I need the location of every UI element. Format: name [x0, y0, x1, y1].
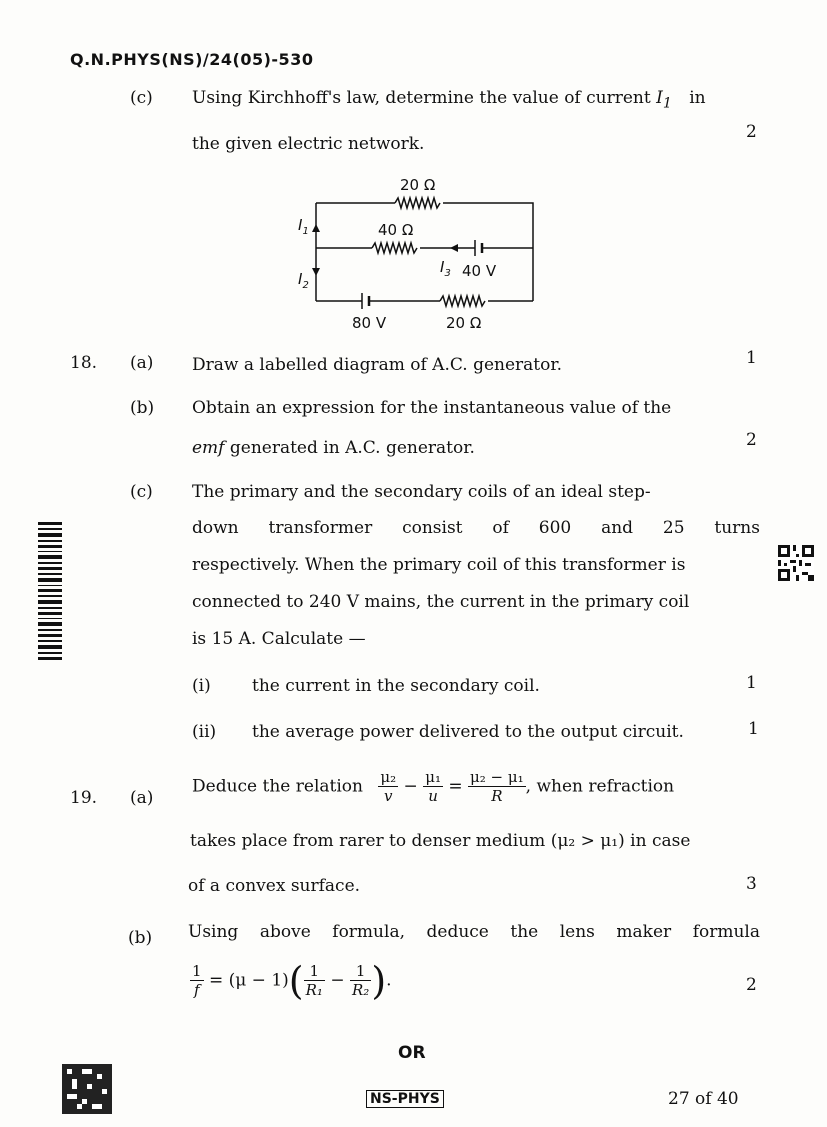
- label-r-bottom: 20 Ω: [446, 314, 482, 332]
- q17c-marks: 2: [746, 122, 757, 142]
- resistor-mid: [372, 243, 417, 253]
- qr-code-icon: [778, 545, 814, 581]
- lens-maker-formula: $\frac{1}{f}$ = (μ − 1)( $\frac{1}{\text{R₁}}$ − $\frac{1}{\text{R₂}}$ ).: [192, 959, 392, 1003]
- q19b-label: (b): [128, 928, 153, 948]
- footer-code: NS-PHYS: [366, 1090, 444, 1108]
- q17c-line2: the given electric network.: [192, 134, 425, 154]
- q18c-line1: The primary and the secondary coils of an ideal step-: [192, 482, 651, 502]
- q18c-line2: down transformer consist of 600 and 25 turns: [192, 518, 760, 538]
- label-i2: $I_2$: [298, 270, 309, 291]
- page-number: 27 of 40: [668, 1089, 739, 1109]
- q17c-line1: Using Kirchhoff's law, determine the value of current $I_1$ in: [192, 88, 706, 112]
- q17c-label: (c): [130, 88, 153, 108]
- arrow-down-icon: [312, 268, 320, 276]
- q18c-line5: is 15 A. Calculate —: [192, 629, 366, 649]
- resistor-bottom: [440, 296, 485, 306]
- q19a-relation: Deduce the relation $\frac{\text{μ₂}}{v}$ − $\frac{\text{μ₁}}{u}$ = $\frac{\text{μ₂ − μ₁}}{R}$ , when refraction: [192, 768, 675, 805]
- q18a-label: (a): [130, 353, 154, 373]
- q19a-label: (a): [130, 788, 154, 808]
- label-r-mid: 40 Ω: [378, 221, 414, 239]
- q18b-marks: 2: [746, 430, 757, 450]
- q18b-line2: emf generated in A.C. generator.: [192, 438, 475, 458]
- or-separator: OR: [398, 1043, 426, 1063]
- arrow-up-icon: [312, 224, 320, 232]
- q18ci-text: the current in the secondary coil.: [252, 676, 540, 696]
- q18a-marks: 1: [746, 348, 757, 368]
- q18-number: 18.: [70, 353, 98, 373]
- q19a-marks: 3: [746, 874, 757, 894]
- q19-number: 19.: [70, 788, 98, 808]
- label-i3: $I_3$: [440, 258, 451, 279]
- q19b-line1: Using above formula, deduce the lens maker formula: [188, 922, 760, 942]
- label-r-top: 20 Ω: [400, 176, 436, 194]
- label-i1: $I_1$: [298, 216, 309, 237]
- q18ci-marks: 1: [746, 673, 757, 693]
- q18b-line1: Obtain an expression for the instantaneous value of the: [192, 398, 672, 418]
- q18cii-label: (ii): [192, 722, 217, 742]
- circuit-diagram: [280, 168, 560, 338]
- q18ci-label: (i): [192, 676, 211, 696]
- q18c-line4: connected to 240 V mains, the current in the primary coil: [192, 592, 690, 612]
- q18b-label: (b): [130, 398, 155, 418]
- q19a-line2: takes place from rarer to denser medium (μ₂ > μ₁) in case: [190, 831, 691, 851]
- q19b-marks: 2: [746, 975, 757, 995]
- label-v-bottom: 80 V: [352, 314, 387, 332]
- q18cii-text: the average power delivered to the output circuit.: [252, 722, 684, 742]
- resistor-top: [395, 198, 440, 208]
- q18a-text: Draw a labelled diagram of A.C. generator.: [192, 355, 563, 375]
- label-v-mid: 40 V: [462, 262, 497, 280]
- q19a-line3: of a convex surface.: [188, 876, 361, 896]
- arrow-left-icon: [450, 244, 458, 252]
- current-symbol: $I_1$: [656, 88, 672, 112]
- q18c-line3: respectively. When the primary coil of this transformer is: [192, 555, 686, 575]
- qr-code-bottom-icon: [62, 1064, 112, 1114]
- q18c-label: (c): [130, 482, 153, 502]
- barcode-icon: [38, 522, 62, 662]
- paper-code: Q.N.PHYS(NS)/24(05)-530: [70, 50, 314, 69]
- q18cii-marks: 1: [748, 719, 759, 739]
